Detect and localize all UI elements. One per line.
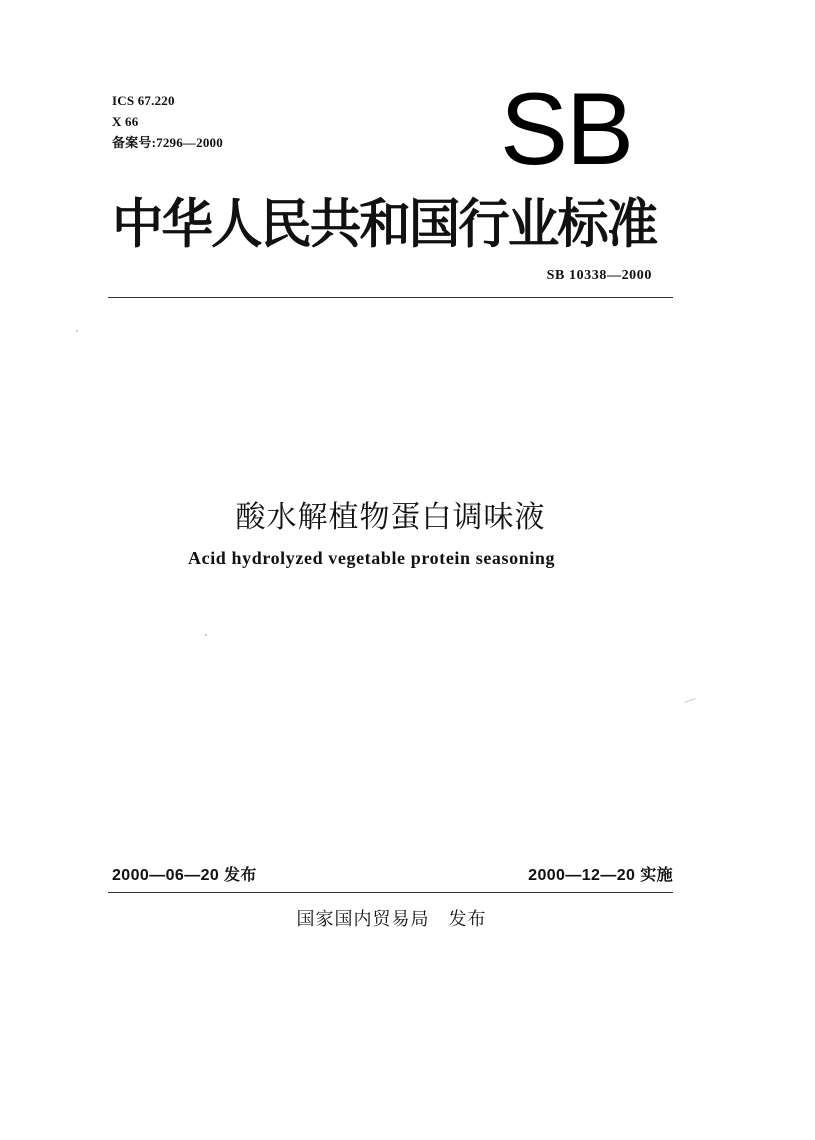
issuing-authority-text: 国家国内贸易局 发布 (296, 909, 487, 930)
scan-speck (205, 634, 207, 636)
scan-speck (684, 698, 696, 703)
classification-code: X 66 (112, 114, 139, 129)
sb-logo-mark: SB (500, 72, 633, 186)
issue-date: 2000—06—20 发布 (112, 867, 257, 884)
standard-title: 中华人民共和国行业标准 (112, 194, 657, 255)
product-title-english: Acid hydrolyzed vegetable protein seasoning (188, 548, 556, 568)
issuing-authority (0, 905, 815, 931)
bottom-divider (108, 892, 673, 893)
product-title-chinese-text: 酸水解植物蛋白调味液 (235, 500, 546, 535)
product-title-chinese (0, 498, 815, 538)
standard-number: SB 10338—2000 (546, 268, 652, 283)
top-divider (108, 297, 673, 298)
scan-speck (76, 330, 78, 332)
ics-code: ICS 67.220 (112, 93, 175, 108)
implementation-date: 2000—12—20 实施 (528, 867, 673, 884)
filing-number: 备案号:7296—2000 (112, 135, 223, 150)
